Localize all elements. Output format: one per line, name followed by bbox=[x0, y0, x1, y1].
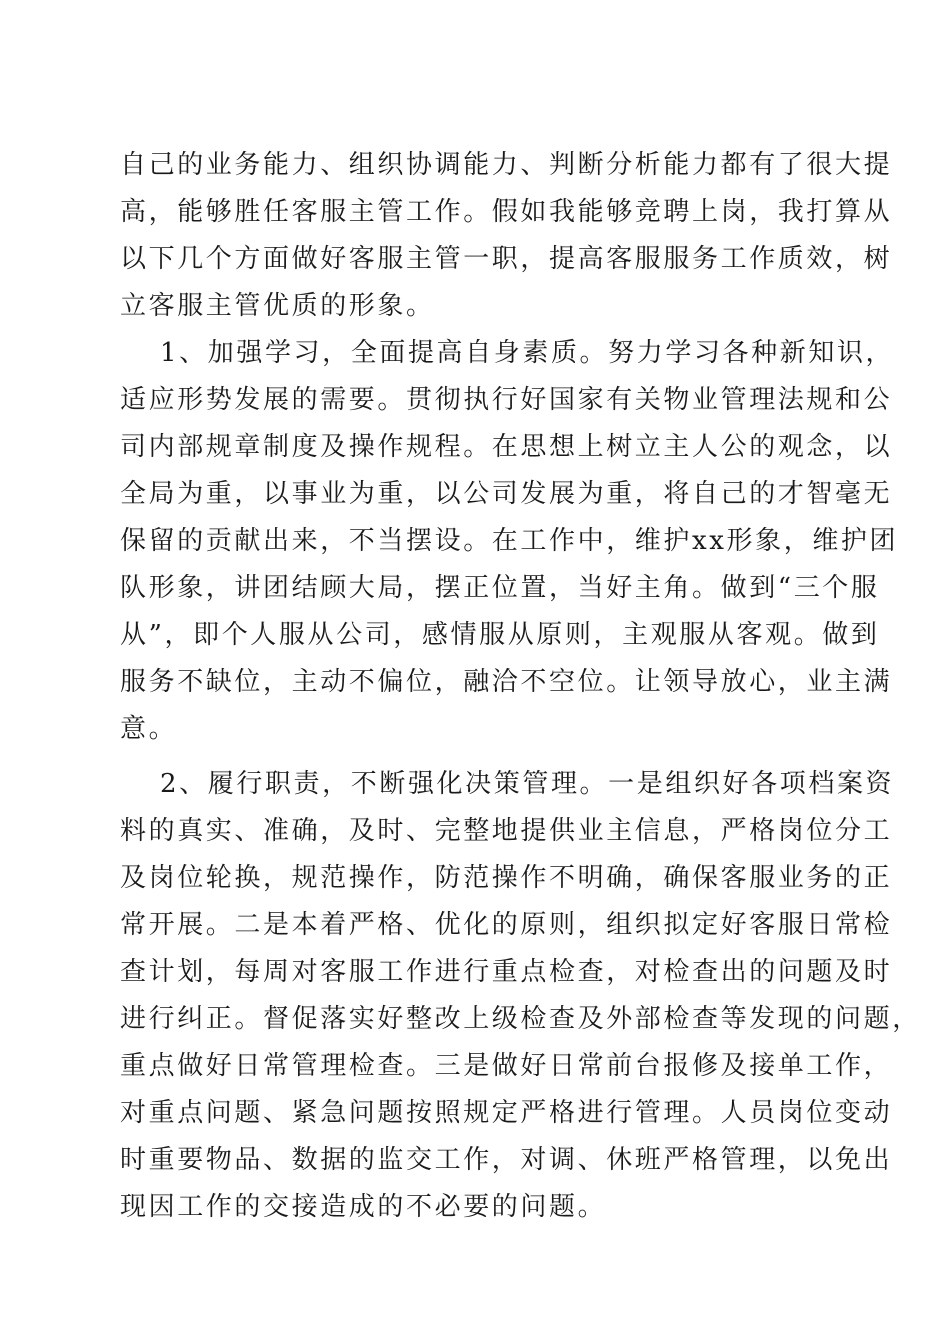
paragraph-2 bbox=[120, 761, 921, 1231]
text-line: 从”，即个人服从公司，感情服从原则，主观服从客观。做到 bbox=[120, 620, 880, 650]
text-line: 全局为重，以事业为重，以公司发展为重，将自己的才智毫无 bbox=[120, 479, 893, 509]
text-line: 适应形势发展的需要。贯彻执行好国家有关物业管理法规和公 bbox=[120, 385, 893, 415]
text-line: 现因工作的交接造成的不必要的问题。 bbox=[120, 1192, 607, 1222]
text-line: 常开展。二是本着严格、优化的原则，组织拟定好客服日常检 bbox=[120, 910, 893, 940]
text-line: 立客服主管优质的形象。 bbox=[120, 291, 435, 321]
text-line: 高，能够胜任客服主管工作。假如我能够竞聘上岗，我打算从 bbox=[120, 197, 893, 227]
text-line: 自己的业务能力、组织协调能力、判断分析能力都有了很大提 bbox=[120, 150, 893, 180]
text-line: 进行纠正。督促落实好整改上级检查及外部检查等发现的问题， bbox=[120, 1004, 921, 1034]
text-line: 查计划，每周对客服工作进行重点检查，对检查出的问题及时 bbox=[120, 957, 893, 987]
text-line: 对重点问题、紧急问题按照规定严格进行管理。人员岗位变动 bbox=[120, 1098, 893, 1128]
text-line: 重点做好日常管理检查。三是做好日常前台报修及接单工作， bbox=[120, 1051, 893, 1081]
paragraph-intro bbox=[120, 142, 893, 330]
text-line: 保留的贡献出来，不当摆设。在工作中，维护xx形象，维护团 bbox=[120, 526, 899, 556]
text-line: 料的真实、准确，及时、完整地提供业主信息，严格岗位分工 bbox=[120, 816, 893, 846]
text-line: 以下几个方面做好客服主管一职，提高客服服务工作质效，树 bbox=[120, 244, 893, 274]
text-line: 服务不缺位，主动不偏位，融洽不空位。让领导放心，业主满 bbox=[120, 667, 893, 697]
paragraph-spacer bbox=[120, 753, 840, 761]
text-line: 时重要物品、数据的监交工作，对调、休班严格管理，以免出 bbox=[120, 1145, 893, 1175]
document-body bbox=[120, 142, 921, 1231]
text-line: 2、履行职责，不断强化决策管理。一是组织好各项档案资 bbox=[160, 769, 895, 799]
paragraph-1 bbox=[120, 330, 899, 753]
text-line: 司内部规章制度及操作规程。在思想上树立主人公的观念，以 bbox=[120, 432, 893, 462]
text-line: 及岗位轮换，规范操作，防范操作不明确，确保客服业务的正 bbox=[120, 863, 893, 893]
text-line: 队形象，讲团结顾大局，摆正位置，当好主角。做到“三个服 bbox=[120, 573, 880, 603]
text-line: 1、加强学习，全面提高自身素质。努力学习各种新知识， bbox=[160, 338, 895, 368]
text-line: 意。 bbox=[120, 714, 178, 744]
